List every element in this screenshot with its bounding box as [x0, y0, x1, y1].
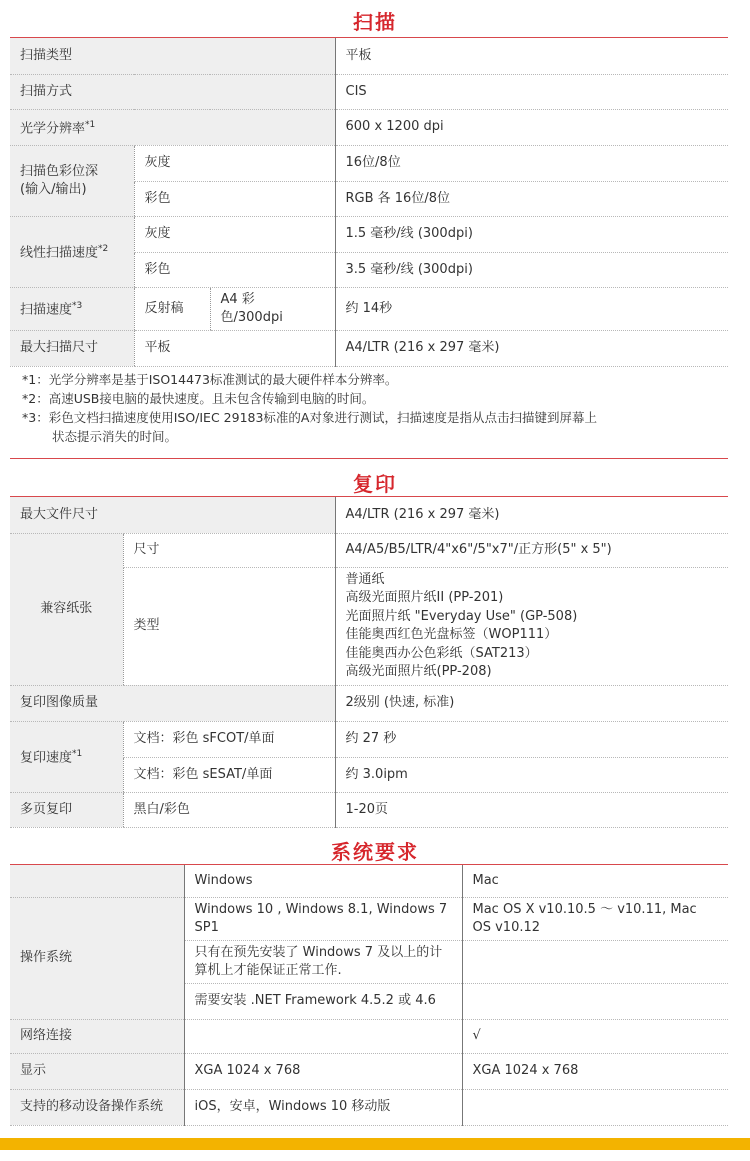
paper-size-value: A4/A5/B5/LTR/4"x6"/5"x7"/正方形(5" x 5") [335, 533, 728, 567]
gray-label: 灰度 [134, 145, 335, 181]
table-row [10, 865, 728, 897]
windows-note: 只有在预先安装了 Windows 7 及以上的计算机上才能保证正常工作. [184, 940, 462, 983]
scan-section-title: 扫描 [353, 10, 397, 34]
footnotes [22, 370, 722, 446]
multi-copy-mode: 黑白/彩色 [123, 792, 335, 827]
windows-versions: Windows 10 , Windows 8.1, Windows 7 SP1 [184, 897, 462, 940]
copy-speed-text: 复印速度 [20, 750, 73, 766]
table-row [10, 109, 728, 145]
footnote-mark: *3 [72, 301, 83, 312]
copy-section-title: 复印 [353, 472, 397, 496]
table-row [10, 1089, 728, 1125]
table-row [10, 38, 728, 74]
table-row [10, 721, 728, 757]
network-mac-check: √ [462, 1019, 728, 1053]
table-row [10, 533, 728, 567]
footnote-2: *2：高速USB接电脑的最快速度。且未包含传输到电脑的时间。 [22, 391, 375, 406]
max-doc-size-value: A4/LTR (216 x 297 毫米) [335, 497, 728, 533]
table-row [10, 330, 728, 366]
footer-bar [0, 1138, 750, 1150]
gray-depth-value: 16位/8位 [335, 145, 728, 181]
footnote-3: *3：彩色文档扫描速度使用ISO/IEC 29183标准的A对象进行测试，扫描速度是指从点击扫描键到屏幕上 [22, 410, 597, 425]
mac-header: Mac [462, 865, 728, 897]
system-spec-table [10, 865, 728, 1126]
max-doc-size-label: 最大文件尺寸 [10, 497, 335, 533]
net-framework-requirement: 需要安装 .NET Framework 4.5.2 或 4.6 [184, 983, 462, 1019]
footnote-mark: *1 [85, 119, 96, 130]
mobile-mac-blank [462, 1089, 728, 1125]
optical-resolution-text: 光学分辨率 [20, 121, 86, 137]
paper-type-label: 类型 [123, 567, 335, 685]
table-row [10, 287, 728, 330]
color-depth-label: 扫描色彩位深 (输入/输出) [10, 145, 134, 216]
scan-method-label: 扫描方式 [10, 74, 335, 109]
mac-versions: Mac OS X v10.10.5 ～ v10.11, Mac OS v10.12 [462, 897, 728, 940]
paper-type-item: 普通纸 [345, 571, 385, 587]
scan-spec-table [10, 38, 728, 367]
optical-resolution-label [10, 109, 335, 145]
color-label: 彩色 [134, 252, 335, 287]
table-row [10, 1019, 728, 1053]
copy-quality-value: 2级别 (快速, 标准) [335, 685, 728, 721]
flatbed-label: 平板 [134, 330, 335, 366]
a4-color-label: A4 彩 色/300dpi [210, 287, 335, 330]
table-row [10, 216, 728, 252]
footnote-3-continued: 状态提示消失的时间。 [52, 429, 178, 444]
paper-type-item: 高级光面照片纸II (PP-201) [345, 590, 504, 605]
copy-quality-label: 复印图像质量 [10, 685, 335, 721]
paper-label: 兼容纸张 [10, 533, 123, 685]
reflective-label: 反射稿 [134, 287, 210, 330]
scan-method-value: CIS [335, 74, 728, 109]
scan-speed-text: 扫描速度 [20, 302, 73, 318]
color-label: 彩色 [134, 181, 335, 216]
display-windows: XGA 1024 x 768 [184, 1053, 462, 1089]
header-blank [10, 865, 184, 897]
footnote-1: *1：光学分辨率是基于ISO14473标准测试的最大硬件样本分辨率。 [22, 372, 398, 387]
table-row [10, 145, 728, 181]
network-windows-blank [184, 1019, 462, 1053]
table-row [10, 1053, 728, 1089]
mac-framework-blank [462, 983, 728, 1019]
color-speed-value: 3.5 毫秒/线 (300dpi) [335, 252, 728, 287]
paper-size-label: 尺寸 [123, 533, 335, 567]
table-row [10, 897, 728, 940]
line-speed-text: 线性扫描速度 [20, 245, 99, 261]
paper-type-item: 高级光面照片纸(PP-208) [345, 664, 492, 679]
table-row [10, 792, 728, 827]
copy-speed-label [10, 721, 123, 792]
mac-note-blank [462, 940, 728, 983]
multi-copy-label: 多页复印 [10, 792, 123, 827]
gray-label: 灰度 [134, 216, 335, 252]
table-row [10, 497, 728, 533]
color-depth-value: RGB 各 16位/8位 [335, 181, 728, 216]
system-section-title: 系统要求 [331, 840, 419, 864]
multi-copy-value: 1-20页 [335, 792, 728, 827]
paper-type-item: 光面照片纸 "Everyday Use" (GP-508) [345, 608, 578, 624]
scan-speed-value: 约 14秒 [335, 287, 728, 330]
line-speed-label [10, 216, 134, 287]
mobile-os-value: iOS，安卓，Windows 10 移动版 [184, 1089, 462, 1125]
table-row [10, 685, 728, 721]
sfcot-value: 约 27 秒 [335, 721, 728, 757]
copy-spec-table [10, 497, 728, 828]
sfcot-label: 文档：彩色 sFCOT/单面 [123, 721, 335, 757]
max-scan-size-label: 最大扫描尺寸 [10, 330, 134, 366]
scan-type-label: 扫描类型 [10, 38, 335, 74]
footnote-mark: *1 [72, 749, 83, 760]
windows-header: Windows [184, 865, 462, 897]
gray-speed-value: 1.5 毫秒/线 (300dpi) [335, 216, 728, 252]
paper-type-values [335, 567, 728, 685]
footnote-mark: *2 [98, 244, 109, 255]
paper-type-item: 佳能奥西办公色彩纸（SAT213） [345, 645, 538, 661]
mobile-os-label: 支持的移动设备操作系统 [10, 1089, 184, 1125]
sesat-label: 文档：彩色 sESAT/单面 [123, 757, 335, 792]
optical-resolution-value: 600 x 1200 dpi [335, 109, 728, 145]
network-label: 网络连接 [10, 1019, 184, 1053]
max-scan-size-value: A4/LTR (216 x 297 毫米) [335, 330, 728, 366]
display-label: 显示 [10, 1053, 184, 1089]
os-label: 操作系统 [10, 897, 184, 1019]
copy-top-rule [10, 458, 728, 459]
paper-type-item: 佳能奥西红色光盘标签（WOP111） [345, 627, 558, 642]
scan-speed-label [10, 287, 134, 330]
table-row [10, 74, 728, 109]
sesat-value: 约 3.0ipm [335, 757, 728, 792]
scan-type-value: 平板 [335, 38, 728, 74]
display-mac: XGA 1024 x 768 [462, 1053, 728, 1089]
